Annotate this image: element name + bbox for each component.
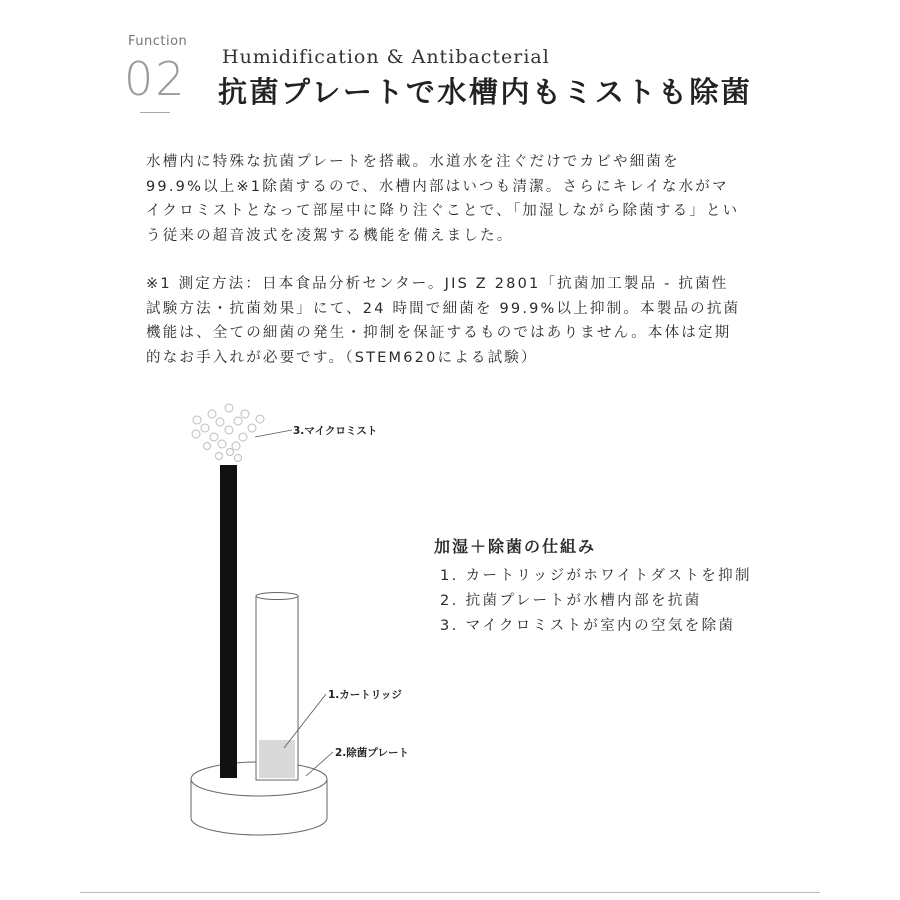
label-antibacterial-plate: 2.除菌プレート — [335, 747, 409, 759]
function-label: Function — [128, 34, 188, 49]
footnote-line: 試験方法・抗菌効果」にて、24 時間で細菌を 99.9%以上抑制。本製品の抗菌 — [146, 300, 741, 317]
label-cartridge: 1.カートリッジ — [328, 689, 402, 701]
water-tank — [256, 593, 298, 781]
mechanism-list — [440, 564, 752, 639]
english-title: Humidification & Antibacterial — [222, 46, 550, 68]
footnote-line: ※1 測定方法：日本食品分析センター。JIS Z 2801「抗菌加工製品 - 抗菌性 — [146, 276, 729, 292]
paragraph-line: 水槽内に特殊な抗菌プレートを搭載。水道水を注ぐだけでカビや細菌を — [146, 154, 680, 170]
list-item: 3. マイクロミストが室内の空気を除菌 — [440, 618, 736, 634]
paragraph-line: イクロミストとなって部屋中に降り注ぐことで、「加湿しながら除菌する」とい — [146, 203, 740, 219]
footnote-line: 的なお手入れが必要です。（STEM620による試験） — [146, 349, 538, 366]
paragraph-line: う従来の超音波式を凌駕する機能を備えました。 — [146, 227, 514, 244]
label-micro-mist: 3.マイクロミスト — [293, 425, 378, 437]
footnote-line: 機能は、全ての細菌の発生・抑制を保証するものではありません。本体は定期 — [146, 325, 732, 341]
japanese-title: 抗菌プレートで水槽内もミストも除菌 — [218, 75, 753, 109]
list-item: 2. 抗菌プレートが水槽内部を抗菌 — [440, 593, 702, 609]
function-number: 02 — [124, 52, 187, 106]
paragraph-line: 99.9%以上※1除菌するので、水槽内部はいつも清潔。さらにキレイな水がマ — [146, 178, 729, 195]
mist-tube — [220, 465, 237, 778]
bottom-divider — [80, 892, 820, 893]
mechanism-title: 加湿＋除菌の仕組み — [434, 537, 597, 556]
mist-droplets-icon — [192, 404, 264, 462]
list-item: 1. カートリッジがホワイトダストを抑制 — [440, 568, 752, 584]
mist-leader-line — [255, 430, 292, 437]
